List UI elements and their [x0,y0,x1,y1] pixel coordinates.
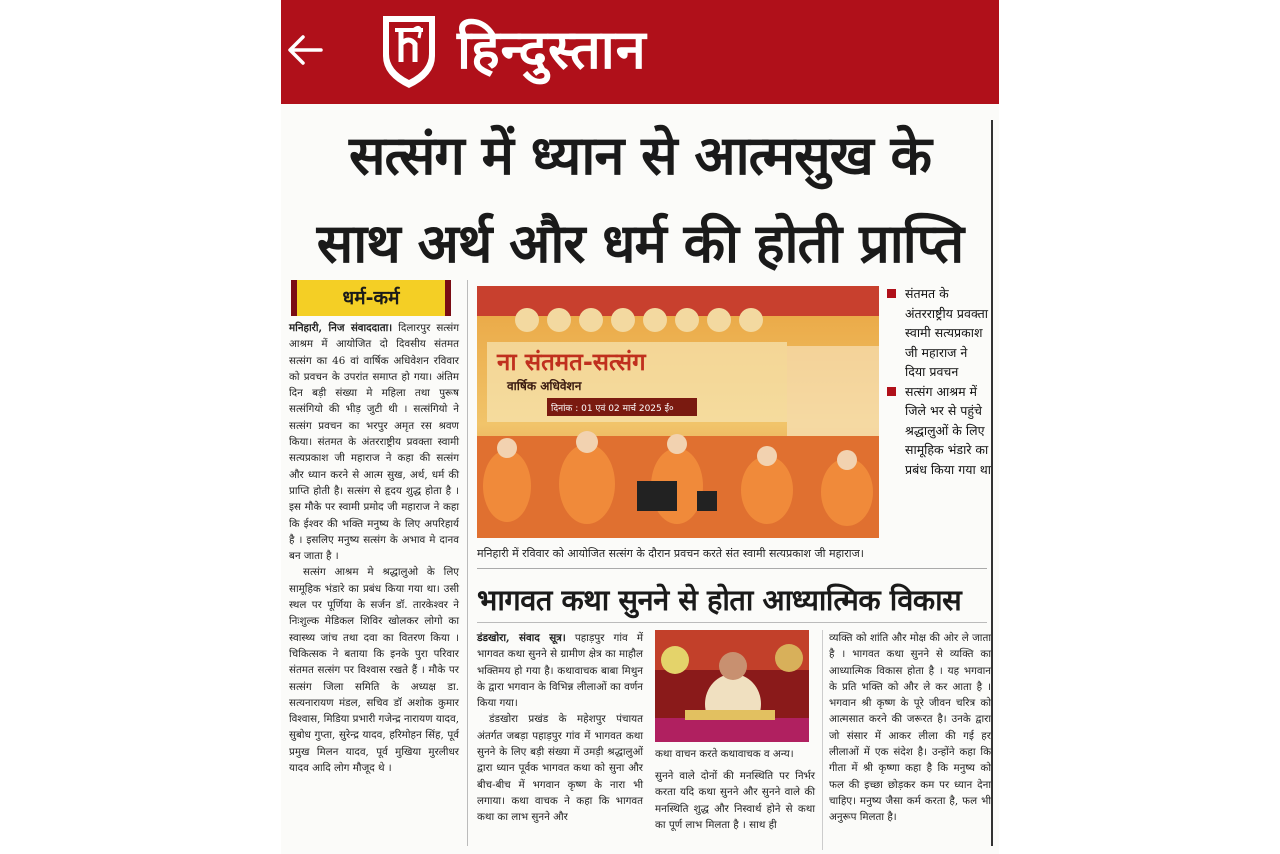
katha-photo [655,630,809,742]
banner-title: ना संतमत-सत्संग [497,348,646,376]
article-paragraph: डंडखोरा प्रखंड के महेशपुर पंचायत अंतर्गत जबड़ा पहाड़पुर गांव में भागवत कथा सुनने के लिए बड़ी संख्या में उमड़ी श्रद्धालुओं द्वारा ध्यान पूर्वक भागवत कथा को सुना और बीच-बीच में भगवान कृष्ण के नारा भी लगाया। कथा वाचक ने कहा कि भागवत कथा का लाभ सुनने और [477,713,643,824]
brand-name: हिन्दुस्तान [457,18,647,81]
square-bullet-icon [887,289,896,298]
photo-caption: कथा वाचन करते कथावाचक व अन्य। [655,748,794,760]
article-paragraph: दिलारपुर सत्संग आश्रम में आयोजित दो दिवसीय संतमत सत्संग का 46 वां वार्षिक अधिवेशन रविवार को प्रवचन के उपरांत समाप्त हो गया। अंतिम दिन बड़ी संख्या मे महिला तथा पुरूष सत्संगियो की भीड़ जुटी थी । सत्संगियो ने सत्संग प्रवचन का भरपुर अमृत रस श्रवण किया। संतमत के अंतरराष्ट्रीय प्रवक्ता स्वामी सत्यप्रकाश जी महाराज ने कहा की सत्संग और ध्यान करने से आत्म सुख, अर्थ, धर्म की प्राप्ति होती है। सत्संग से हृदय शुद्ध होता है । इस मौके पर स्वामी प्रमोद जी महाराज ने कहा कि ईश्वर की भक्ति मनुष्य के लिए अपरिहार्य है । इसलिए मनुष्य सत्संग के अभाव मे दानव बन जाता है । [289,322,459,563]
headline-line-2: साथ अर्थ और धर्म की होती प्राप्ति [316,212,964,275]
photo-caption: मनिहारी में रविवार को आयोजित सत्संग के दौरान प्रवचन करते संत स्वामी सत्यप्रकाश जी महाराज। [477,547,864,560]
highlight-item: संतमत के अंतरराष्ट्रीय प्रवक्ता स्वामी सत्यप्रकाश जी महाराज ने दिया प्रवचन [887,284,991,382]
left-arrow-icon[interactable] [285,28,325,72]
article-paragraph: पहाड़पुर गांव में भागवत कथा सुनने से ग्रामीण क्षेत्र का माहौल भक्तिमय हो गया है। कथावाचक बाबा मिथुन के द्वारा भगवान के विभिन्न लीलाओं का वर्णन किया गया। [477,632,643,710]
column-rule [467,280,468,846]
second-story-column-2: सुनने वाले दोनों की मनस्थिति पर निर्भर करता यदि कथा सुनने और सुनने वाले की मनस्थिति शुद्ध और निस्वार्थ होने से कथा का पूर्ण लाभ मिलता है । साथ ही [655,770,815,831]
hindustan-shield-logo [379,12,439,90]
newspaper-clipping [281,0,999,854]
dateline: मनिहारी, निज संवाददाता। [289,322,393,334]
dateline: डंडखोरा, संवाद सूत्र। [477,632,566,644]
masthead [281,0,999,104]
column-rule [822,630,823,850]
divider [477,568,987,569]
highlights-box [887,284,991,479]
second-story-column-1 [477,630,643,826]
square-bullet-icon [887,387,896,396]
second-story-headline: भागवत कथा सुनने से होता आध्यात्मिक विकास [477,583,962,617]
second-story-column-3: व्यक्ति को शांति और मोक्ष की ओर ले जाता है । भागवत कथा सुनने से व्यक्ति का आध्यात्मिक विकास होता है । यह भगवान के प्रति भक्ति को और ले कर आता है । भगवान श्री कृष्ण के पूरे जीवन चरित्र को आत्मसात करने की जरूरत है। उनके द्वारा जो संसार में आकर लीला की गई हर लीलाओं में एक संदेश है। उन्होंने कहा कि गीता में श्री कृष्णा कहा है कि मनुष्य को फल की इच्छा छोड़कर कम पर ध्यान देना चाहिए। मनुष्य जैसा कर्म करता है, फल भी अनुरूप मिलता है। [829,632,991,824]
column-rule [991,120,993,846]
satsang-photo [477,286,879,538]
left-column-article [289,320,459,776]
headline-line-1: सत्संग में ध्यान से आत्मसुख के [348,124,932,187]
banner-date: दिनांक : 01 एवं 02 मार्च 2025 ई० [551,404,674,414]
section-label: धर्म-कर्म [291,280,451,316]
headline [287,112,993,288]
article-paragraph: सत्संग आश्रम मे श्रद्धालुओ के लिए सामूहिक भंडारे का प्रबंध किया गया था। उसी स्थल पर पूर्णिया के सर्जन डॉ. तारकेश्वर ने निःशुल्क मेडिकल शिविर खोलकर लोगो का स्वास्थ्य जांच तथा दवा का वितरण किया । चिकित्सक ने बताया कि इनके पुरा परिवार संतमत सत्संग पर विश्वास रखते हैं । मौके पर सत्संग जिला समिति के अध्यक्ष डा. सत्यनारायण मंडल, सचिव डॉ अशोक कुमार विश्वास, मिडिया प्रभारी गजेन्द्र नारायण यादव, सुबोध गुप्ता, सुरेन्द्र यादव, हरिमोहन सिंह, पूर्व प्रमुख मिलन यादव, पूर्व मुखिया मुरलीधर यादव आदि लोग मौजूद थे । [289,566,459,775]
divider [477,622,987,623]
highlight-item: सत्संग आश्रम में जिले भर से पहुंचे श्रद्धालुओं के लिए सामूहिक भंडारे का प्रबंध किया गया था [887,382,991,480]
banner-sub: वार्षिक अधिवेशन [507,379,582,393]
